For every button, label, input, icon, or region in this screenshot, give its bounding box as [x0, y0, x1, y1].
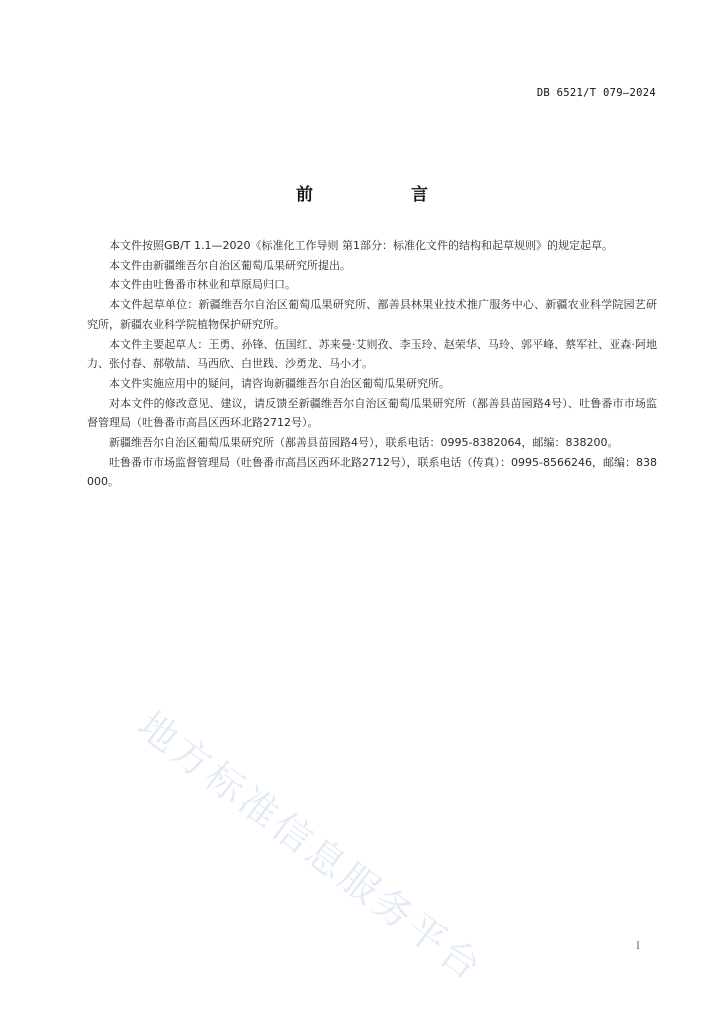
paragraph-feedback: 对本文件的修改意见、建议，请反馈至新疆维吾尔自治区葡萄瓜果研究所（鄯善县苗园路4号）、吐鲁番市市场监督管理局（吐鲁番市高昌区西环北路2712号）。	[87, 396, 657, 430]
paragraph-drafting-units: 本文件起草单位：新疆维吾尔自治区葡萄瓜果研究所、鄯善县林果业技术推广服务中心、新疆农业科学院园艺研究所，新疆农业科学院植物保护研究所。	[87, 298, 657, 331]
foreword-body	[87, 236, 657, 492]
page-number: I	[636, 941, 640, 952]
standard-code: DB 6521/T 079—2024	[536, 87, 656, 99]
page-title: 前 言	[296, 185, 474, 205]
paragraph-inquiries: 本文件实施应用中的疑问，请咨询新疆维吾尔自治区葡萄瓜果研究所。	[109, 376, 450, 390]
paragraph-drafters: 本文件主要起草人：王勇、孙锋、伍国红、苏来曼·艾则孜、李玉玲、赵荣华、马玲、郭平峰、蔡军社、亚森·阿地力、张付春、郝敬喆、马西欣、白世践、沙勇龙、马小才。	[87, 337, 657, 371]
paragraph-contact-bureau: 吐鲁番市市场监督管理局（吐鲁番市高昌区西环北路2712号），联系电话（传真）：0995-8566246，邮编：838000。	[87, 455, 657, 489]
paragraph-proposer: 本文件由新疆维吾尔自治区葡萄瓜果研究所提出。	[109, 258, 351, 272]
paragraph-administrator: 本文件由吐鲁番市林业和草原局归口。	[109, 278, 296, 292]
paragraph-drafting-rules: 本文件按照GB/T 1.1—2020《标准化工作导则 第1部分：标准化文件的结构和起草规则》的规定起草。	[109, 239, 613, 252]
watermark: 地方标准信息服务平台	[129, 702, 492, 991]
paragraph-contact-institute: 新疆维吾尔自治区葡萄瓜果研究所（鄯善县苗园路4号），联系电话：0995-8382064，邮编：838200。	[109, 436, 619, 450]
